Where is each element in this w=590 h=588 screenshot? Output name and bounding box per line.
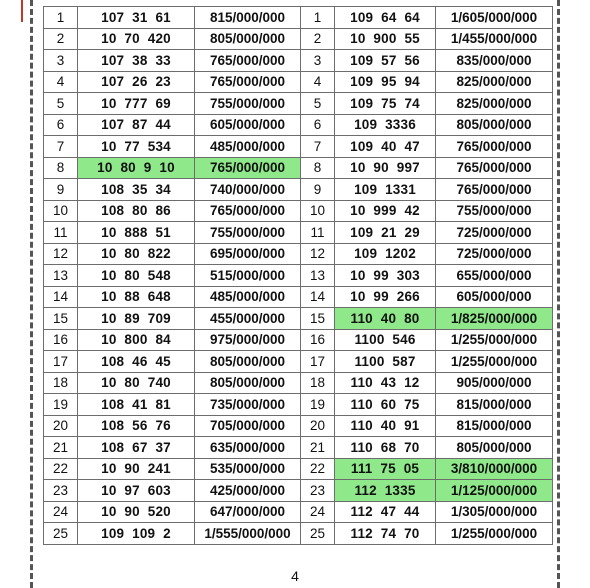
price-cell-right: 905/000/000 <box>436 372 553 394</box>
table-row <box>44 265 553 287</box>
table-row <box>44 372 553 394</box>
table-row <box>44 93 553 115</box>
price-cell-left: 735/000/000 <box>195 394 301 416</box>
code-cell-left: 10 90 241 <box>78 458 195 480</box>
price-cell-right: 1/825/000/000 <box>436 308 553 330</box>
code-cell-right: 110 43 12 <box>335 372 436 394</box>
table-row <box>44 157 553 179</box>
table-row <box>44 114 553 136</box>
row-number-left: 19 <box>44 394 78 416</box>
price-cell-left: 705/000/000 <box>195 415 301 437</box>
row-number-left: 10 <box>44 200 78 222</box>
table-row <box>44 136 553 158</box>
row-number-right: 22 <box>301 458 335 480</box>
price-cell-left: 765/000/000 <box>195 71 301 93</box>
code-cell-left: 10 888 51 <box>78 222 195 244</box>
price-cell-left: 485/000/000 <box>195 136 301 158</box>
row-number-left: 22 <box>44 458 78 480</box>
code-cell-left: 10 90 520 <box>78 501 195 523</box>
row-number-left: 21 <box>44 437 78 459</box>
price-cell-right: 805/000/000 <box>436 114 553 136</box>
row-number-left: 3 <box>44 50 78 72</box>
row-number-right: 20 <box>301 415 335 437</box>
table-row <box>44 308 553 330</box>
price-cell-right: 825/000/000 <box>436 93 553 115</box>
table-row <box>44 437 553 459</box>
code-cell-left: 107 38 33 <box>78 50 195 72</box>
price-cell-right: 1/455/000/000 <box>436 28 553 50</box>
code-cell-right: 110 68 70 <box>335 437 436 459</box>
table-row <box>44 480 553 502</box>
code-cell-left: 107 26 23 <box>78 71 195 93</box>
row-number-left: 4 <box>44 71 78 93</box>
code-cell-right: 110 40 80 <box>335 308 436 330</box>
row-number-right: 8 <box>301 157 335 179</box>
price-cell-right: 1/125/000/000 <box>436 480 553 502</box>
row-number-right: 7 <box>301 136 335 158</box>
code-cell-left: 10 80 822 <box>78 243 195 265</box>
row-number-left: 25 <box>44 523 78 545</box>
table-row <box>44 286 553 308</box>
row-number-left: 1 <box>44 7 78 29</box>
price-cell-right: 1/605/000/000 <box>436 7 553 29</box>
price-cell-right: 1/255/000/000 <box>436 329 553 351</box>
price-cell-left: 815/000/000 <box>195 7 301 29</box>
price-cell-left: 605/000/000 <box>195 114 301 136</box>
row-number-left: 8 <box>44 157 78 179</box>
row-number-right: 23 <box>301 480 335 502</box>
row-number-left: 2 <box>44 28 78 50</box>
code-cell-left: 108 41 81 <box>78 394 195 416</box>
table-row <box>44 200 553 222</box>
table-row <box>44 7 553 29</box>
price-cell-right: 605/000/000 <box>436 286 553 308</box>
row-number-left: 15 <box>44 308 78 330</box>
table-row <box>44 179 553 201</box>
page-number: 4 <box>291 568 299 584</box>
price-cell-right: 725/000/000 <box>436 222 553 244</box>
price-cell-right: 765/000/000 <box>436 179 553 201</box>
row-number-left: 13 <box>44 265 78 287</box>
code-cell-right: 110 60 75 <box>335 394 436 416</box>
code-cell-right: 109 21 29 <box>335 222 436 244</box>
price-cell-left: 765/000/000 <box>195 200 301 222</box>
price-cell-left: 647/000/000 <box>195 501 301 523</box>
table-row <box>44 329 553 351</box>
row-number-left: 6 <box>44 114 78 136</box>
code-cell-right: 109 40 47 <box>335 136 436 158</box>
code-cell-right: 112 47 44 <box>335 501 436 523</box>
price-cell-left: 765/000/000 <box>195 50 301 72</box>
price-cell-right: 765/000/000 <box>436 136 553 158</box>
price-cell-left: 425/000/000 <box>195 480 301 502</box>
code-cell-right: 10 99 266 <box>335 286 436 308</box>
code-cell-left: 10 97 603 <box>78 480 195 502</box>
code-cell-right: 109 64 64 <box>335 7 436 29</box>
row-number-right: 11 <box>301 222 335 244</box>
price-cell-left: 695/000/000 <box>195 243 301 265</box>
price-cell-right: 805/000/000 <box>436 437 553 459</box>
row-number-right: 6 <box>301 114 335 136</box>
row-number-right: 15 <box>301 308 335 330</box>
price-cell-right: 1/255/000/000 <box>436 351 553 373</box>
code-cell-right: 109 95 94 <box>335 71 436 93</box>
code-cell-left: 107 87 44 <box>78 114 195 136</box>
code-cell-right: 10 99 303 <box>335 265 436 287</box>
row-number-left: 11 <box>44 222 78 244</box>
price-cell-right: 725/000/000 <box>436 243 553 265</box>
number-price-table <box>43 6 553 545</box>
price-cell-left: 805/000/000 <box>195 372 301 394</box>
table-row <box>44 501 553 523</box>
code-cell-right: 109 57 56 <box>335 50 436 72</box>
table-row <box>44 415 553 437</box>
row-number-right: 17 <box>301 351 335 373</box>
row-number-right: 21 <box>301 437 335 459</box>
row-number-left: 24 <box>44 501 78 523</box>
table-row <box>44 458 553 480</box>
price-cell-left: 1/555/000/000 <box>195 523 301 545</box>
table-row <box>44 28 553 50</box>
code-cell-left: 108 67 37 <box>78 437 195 459</box>
code-cell-right: 109 3336 <box>335 114 436 136</box>
table-row <box>44 351 553 373</box>
row-number-left: 9 <box>44 179 78 201</box>
price-cell-right: 825/000/000 <box>436 71 553 93</box>
row-number-left: 18 <box>44 372 78 394</box>
price-cell-right: 835/000/000 <box>436 50 553 72</box>
code-cell-left: 109 109 2 <box>78 523 195 545</box>
code-cell-left: 10 777 69 <box>78 93 195 115</box>
price-cell-right: 1/305/000/000 <box>436 501 553 523</box>
code-cell-left: 10 80 740 <box>78 372 195 394</box>
code-cell-right: 112 74 70 <box>335 523 436 545</box>
code-cell-left: 10 800 84 <box>78 329 195 351</box>
price-cell-right: 3/810/000/000 <box>436 458 553 480</box>
code-cell-right: 1100 587 <box>335 351 436 373</box>
code-cell-left: 10 77 534 <box>78 136 195 158</box>
row-number-right: 18 <box>301 372 335 394</box>
price-cell-left: 755/000/000 <box>195 93 301 115</box>
table-row <box>44 71 553 93</box>
row-number-right: 1 <box>301 7 335 29</box>
row-number-left: 7 <box>44 136 78 158</box>
price-cell-left: 755/000/000 <box>195 222 301 244</box>
price-cell-left: 805/000/000 <box>195 351 301 373</box>
code-cell-right: 109 1331 <box>335 179 436 201</box>
code-cell-left: 107 31 61 <box>78 7 195 29</box>
table-row <box>44 243 553 265</box>
price-cell-right: 815/000/000 <box>436 394 553 416</box>
row-number-left: 12 <box>44 243 78 265</box>
row-number-right: 2 <box>301 28 335 50</box>
price-cell-left: 455/000/000 <box>195 308 301 330</box>
price-cell-left: 765/000/000 <box>195 157 301 179</box>
row-number-right: 25 <box>301 523 335 545</box>
row-number-right: 12 <box>301 243 335 265</box>
row-number-left: 16 <box>44 329 78 351</box>
code-cell-right: 1100 546 <box>335 329 436 351</box>
code-cell-left: 108 56 76 <box>78 415 195 437</box>
row-number-right: 3 <box>301 50 335 72</box>
code-cell-left: 10 88 648 <box>78 286 195 308</box>
price-cell-right: 815/000/000 <box>436 415 553 437</box>
row-number-right: 5 <box>301 93 335 115</box>
row-number-right: 10 <box>301 200 335 222</box>
row-number-right: 16 <box>301 329 335 351</box>
code-cell-right: 110 40 91 <box>335 415 436 437</box>
code-cell-left: 108 46 45 <box>78 351 195 373</box>
code-cell-left: 10 80 9 10 <box>78 157 195 179</box>
row-number-right: 13 <box>301 265 335 287</box>
price-cell-right: 1/255/000/000 <box>436 523 553 545</box>
code-cell-right: 10 90 997 <box>335 157 436 179</box>
row-number-left: 17 <box>44 351 78 373</box>
row-number-left: 23 <box>44 480 78 502</box>
row-number-right: 9 <box>301 179 335 201</box>
price-cell-left: 535/000/000 <box>195 458 301 480</box>
margin-mark <box>21 0 23 22</box>
price-cell-left: 975/000/000 <box>195 329 301 351</box>
row-number-left: 14 <box>44 286 78 308</box>
price-cell-left: 515/000/000 <box>195 265 301 287</box>
row-number-right: 24 <box>301 501 335 523</box>
price-cell-left: 740/000/000 <box>195 179 301 201</box>
row-number-left: 5 <box>44 93 78 115</box>
code-cell-right: 109 1202 <box>335 243 436 265</box>
code-cell-right: 10 900 55 <box>335 28 436 50</box>
price-cell-right: 755/000/000 <box>436 200 553 222</box>
row-number-left: 20 <box>44 415 78 437</box>
row-number-right: 19 <box>301 394 335 416</box>
table-row <box>44 222 553 244</box>
table-row <box>44 394 553 416</box>
code-cell-left: 108 35 34 <box>78 179 195 201</box>
code-cell-left: 108 80 86 <box>78 200 195 222</box>
code-cell-right: 109 75 74 <box>335 93 436 115</box>
code-cell-right: 10 999 42 <box>335 200 436 222</box>
price-cell-right: 655/000/000 <box>436 265 553 287</box>
row-number-right: 4 <box>301 71 335 93</box>
table-row <box>44 523 553 545</box>
code-cell-left: 10 89 709 <box>78 308 195 330</box>
code-cell-left: 10 70 420 <box>78 28 195 50</box>
price-cell-left: 805/000/000 <box>195 28 301 50</box>
price-cell-left: 485/000/000 <box>195 286 301 308</box>
code-cell-left: 10 80 548 <box>78 265 195 287</box>
table-body <box>44 7 553 545</box>
row-number-right: 14 <box>301 286 335 308</box>
price-cell-right: 765/000/000 <box>436 157 553 179</box>
code-cell-right: 112 1335 <box>335 480 436 502</box>
price-cell-left: 635/000/000 <box>195 437 301 459</box>
code-cell-right: 111 75 05 <box>335 458 436 480</box>
table-row <box>44 50 553 72</box>
